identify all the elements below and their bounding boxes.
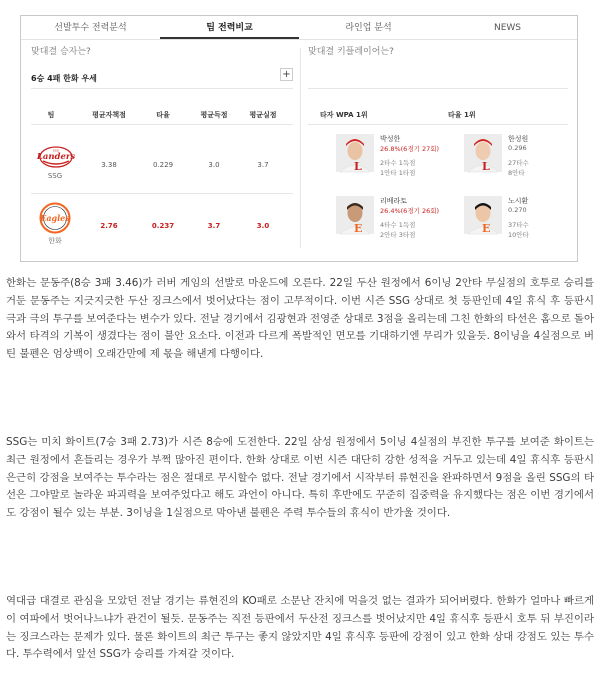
col-runs: 평균득점 [200, 111, 228, 119]
tab-team-comparison[interactable]: 팀 전력비교 [160, 16, 299, 39]
team-emblem-icon: L [482, 160, 490, 173]
hanwha-eagles-logo [39, 202, 71, 234]
player-line: 2안타 3타점 [380, 231, 416, 239]
head-to-head-summary: 6승 4패 한화 우세 [31, 74, 97, 83]
runs-value: 3.0 [208, 161, 220, 169]
player-line: 4타수 1득점 [380, 221, 416, 229]
team-comparison-panel [31, 46, 293, 250]
article-paragraph [6, 434, 594, 523]
player-line: 1안타 1타점 [380, 169, 416, 177]
player-stat: 0.270 [508, 206, 527, 214]
divider [308, 88, 568, 89]
divider [31, 193, 293, 194]
tab-starting-pitcher[interactable]: 선발투수 전력분석 [54, 23, 127, 33]
svg-text:SSG: SSG [52, 148, 60, 153]
winner-question: 맞대결 승자는? [31, 47, 91, 57]
team-emblem-icon: E [354, 222, 363, 235]
panel-divider [300, 48, 301, 248]
col-avg: 타율 [156, 111, 170, 119]
paragraph-text: SSG는 미치 화이트(7승 3패 2.73)가 시즌 8승에 도전한다. 22일 삼성 원정에서 5이닝 4실점의 부진한 투구를 보여준 화이트는 최근 원정에서 흔들리는 경우가 부쩍 많아진 편이다. 한화 상대로 이번 시즌 대단히 강한 성적을 거두고 있는데 4일 휴식후 등판시 은근히 강점을 보여주는 투수라는 점은 절대로 무시할수 없다. 전날 경기에서 시작부터 류현진을 완파하면서 9점을 올린 SSG의 타선은 그야말로 놀라운 파괴력을 보여주었다고 해도 과언이 아니다. 특히 후반에도 꾸준히 집중력을 유지했다는 점은 이번 경기에서도 강점이 될수 있는 부분. 3이닝을 1실점으로 막아낸 불펜은 주력 투수들의 휴식이 반가울 것이다. [6, 436, 594, 520]
runs-allowed-value: 3.0 [256, 222, 270, 230]
runs-value: 3.7 [207, 222, 221, 230]
era-value: 2.76 [100, 222, 118, 230]
ssg-landers-logo [36, 145, 76, 169]
col-era: 평균자책점 [92, 111, 126, 119]
player-stat: 26.4%(6경기 26회) [380, 207, 440, 215]
runs-allowed-value: 3.7 [257, 161, 269, 169]
player-line: 8안타 [508, 169, 525, 177]
avg-value: 0.237 [151, 222, 175, 230]
player-stat: 26.8%(6경기 27회) [380, 145, 440, 153]
team-name: 한화 [48, 237, 62, 245]
era-value: 3.38 [101, 161, 117, 169]
player-name: 박성한 [380, 135, 401, 143]
divider [31, 88, 293, 89]
player-name: 노시환 [508, 197, 529, 205]
tab-lineup[interactable]: 라인업 분석 [345, 23, 392, 33]
key-player-panel [308, 46, 568, 250]
col-runs-allowed: 평균실점 [249, 111, 277, 119]
col-avg-leader: 타율 1위 [448, 111, 476, 119]
svg-text:Landers: Landers [36, 152, 76, 162]
tab-bar [21, 16, 577, 40]
tab-news[interactable]: NEWS [493, 23, 522, 33]
article-paragraph [6, 593, 594, 664]
paragraph-text: 한화는 문동주(8승 3패 3.46)가 러버 게임의 선발로 마운드에 오른다. 22일 두산 원정에서 6이닝 2안타 무실점의 호투로 승리를 거둔 문동주는 지긋지긋한 두산 징크스에서 벗어났다는 점이 고무적이다. 이번 시즌 SSG 상대로 첫 등판인데 4일 휴식 후 등판시 극과 극의 투구를 보여준다는 변수가 있다. 전날 경기에서 김광현과 전영준 상대로 3점을 올리는데 그친 한화의 타선은 홈으로 돌아와서 타격의 기복이 생겼다는 점이 불안 요소다. 이전과 다르게 폭발적인 면모를 기대하기엔 무리가 있을듯. 8이닝을 4실점으로 버틴 불펜은 엄상백이 오래간만에 제 몫을 해낸게 다행이다. [6, 277, 594, 361]
col-wpa-leader: 타자 WPA 1위 [320, 111, 368, 119]
player-name: 한성원 [508, 135, 529, 143]
key-player-question: 맞대결 키플레이어는? [308, 47, 394, 57]
team-emblem-icon: L [354, 160, 362, 173]
col-team: 팀 [47, 111, 55, 119]
player-stat: 0.296 [508, 144, 527, 152]
player-line: 2타수 1득점 [380, 159, 416, 167]
svg-text:Eagles: Eagles [40, 213, 70, 223]
player-line: 27타수 [508, 159, 529, 167]
divider [308, 124, 568, 125]
team-name: SSG [47, 172, 63, 180]
divider [31, 124, 293, 125]
team-emblem-icon: E [482, 222, 491, 235]
player-line: 10안타 [508, 231, 529, 239]
article-paragraph [6, 275, 594, 364]
player-line: 37타수 [508, 221, 529, 229]
matchup-widget [20, 15, 578, 262]
paragraph-text: 역대급 대결로 관심을 모았던 전날 경기는 류현진의 KO패로 소문난 잔치에 먹을것 없는 결과가 되어버렸다. 한화가 얼마나 빠르게 이 여파에서 벗어나느냐가 관건이 될듯. 문동주는 직전 등판에서 두산전 징크스를 벗어났지만 4일 휴식후 등판시 호투 뒤 부진이라는 징크스라는 문제가 있다. 물론 화이트의 최근 투구는 좋지 않았지만 4일 휴식후 등판에 강점이 있고 한화 상대 강점도 있는 투수다. 투수력에서 앞선 SSG가 승리를 가져갈 것이다. [6, 595, 594, 661]
expand-plus-icon[interactable]: + [280, 68, 293, 81]
avg-value: 0.229 [152, 161, 174, 169]
player-name: 리베라토 [380, 197, 408, 205]
